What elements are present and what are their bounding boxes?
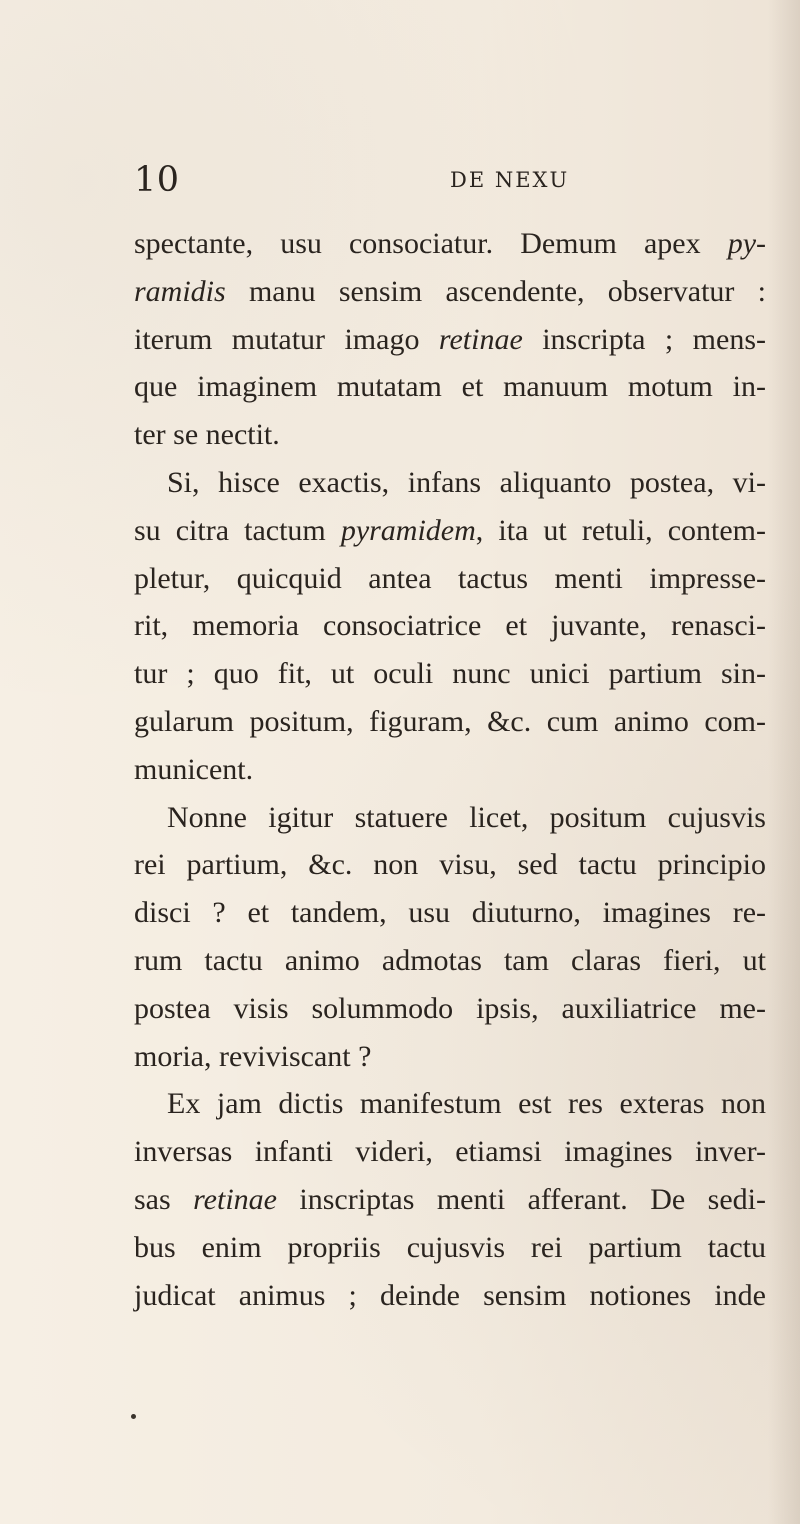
page-header (134, 160, 766, 200)
text-line-4: que imaginem mutatam et manuum motum in- (134, 370, 766, 404)
text-line-15: disci ? et tandem, usu diuturno, imagines re- (134, 896, 766, 930)
text-line-7: su citra tactum pyramidem, ita ut retuli, contem- (134, 513, 766, 547)
text-line-6: Si, hisce exactis, infans aliquanto postea, vi- (167, 465, 766, 499)
text-line-10: tur ; quo fit, ut oculi nunc unici partium sin- (134, 657, 766, 691)
text-line-13: Nonne igitur statuere licet, positum cujusvis (167, 800, 766, 834)
text-line-3: iterum mutatur imago retinae inscripta ; mens- (134, 322, 766, 356)
ink-speck (131, 1414, 136, 1419)
text-line-9: rit, memoria consociatrice et juvante, renasci- (134, 609, 766, 643)
text-line-12: municent. (134, 752, 254, 786)
text-line-5: ter se nectit. (134, 418, 280, 452)
text-line-16: rum tactu animo admotas tam claras fieri, ut (134, 943, 766, 977)
text-line-22: bus enim propriis cujusvis rei partium tactu (134, 1230, 766, 1264)
text-line-18: moria, reviviscant ? (134, 1039, 372, 1073)
text-line-20: inversas infanti videri, etiamsi imagines inver- (134, 1135, 766, 1169)
text-line-1: spectante, usu consociatur. Demum apex py- (134, 227, 766, 260)
text-line-19: Ex jam dictis manifestum est res exteras non (167, 1087, 766, 1121)
text-line-2: ramidis manu sensim ascendente, observatur : (134, 274, 766, 308)
body-text (134, 220, 766, 1319)
text-line-8: pletur, quicquid antea tactus menti impresse- (134, 561, 766, 595)
text-line-23: judicat animus ; deinde sensim notiones inde (134, 1278, 766, 1312)
page-edge-shadow (768, 0, 800, 1524)
text-line-14: rei partium, &c. non visu, sed tactu principio (134, 848, 766, 882)
running-head: DE NEXU (450, 168, 570, 192)
text-line-11: gularum positum, figuram, &c. cum animo com- (134, 704, 766, 738)
page-number: 10 (134, 160, 180, 200)
text-line-17: postea visis solummodo ipsis, auxiliatrice me- (134, 991, 766, 1025)
text-line-21: sas retinae inscriptas menti afferant. De sedi- (134, 1182, 766, 1216)
